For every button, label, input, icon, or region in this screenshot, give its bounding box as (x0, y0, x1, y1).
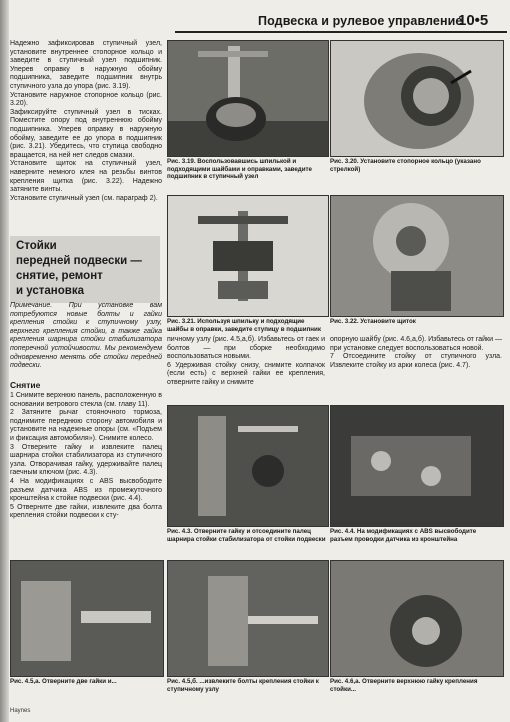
photo-fig-3-19 (167, 40, 329, 157)
photo-fig-4-3 (167, 405, 329, 527)
photo-fig-4-4 (330, 405, 504, 527)
text-column-1-bottom (10, 392, 162, 521)
paragraph: 1 Снимите верхнюю панель, расположенную в основании ветрового стекла (см. главу 11). (10, 392, 162, 408)
caption-fig-4-5a: Рис. 4.5,а. Отверните две гайки и... (10, 678, 117, 685)
caption-fig-4-4: Рис. 4.4. На модификациях с ABS высвободите разъем проводки датчика из кронштейна (330, 528, 477, 543)
text-column-3 (330, 336, 502, 370)
paragraph: пичному узлу (рис. 4.5,а,б). Избавьтесь от гаек и болтов — при сборке необходимо воспользоваться новыми. (167, 336, 325, 361)
hub-circlip-photo (331, 41, 503, 156)
paragraph: опорную шайбу (рис. 4.6,а,б). Избавьтесь от гайки — при установке следует воспользоваться новой. (330, 336, 502, 352)
paragraph: Установите ступичный узел (см. параграф 2). (10, 194, 158, 202)
hub-shield-photo (331, 196, 503, 316)
section-heading-line: Стойки (16, 240, 57, 252)
top-mount-photo (331, 561, 503, 676)
section-heading-line: и установка (16, 285, 84, 297)
abs-connector-photo (331, 406, 503, 526)
strut-nuts-photo (11, 561, 163, 676)
paragraph: 4 На модификациях с ABS высвободите разъем датчика ABS из промежуточного кронштейна к стойке подвески (рис. 4.4). (10, 477, 162, 503)
page-binding-shadow (0, 0, 9, 722)
photo-fig-4-5a (10, 560, 164, 677)
paragraph: 2 Затяните рычаг стояночного тормоза, поднимите переднюю сторону автомобиля и установите на надежные опоры (см. «Подъем и фиксация автомобиля»). Снимите колесо. (10, 409, 162, 442)
paragraph: 5 Отверните две гайки, извлеките два болта крепления стойки подвески к сту- (10, 503, 162, 520)
paragraph: 6 Удерживая стойку снизу, снимите колпачок (если есть) с верхней гайки ее крепления, отверните гайку и снимите (167, 361, 325, 386)
caption-fig-4-3: Рис. 4.3. Отверните гайку и отсоедините палец шарнира стойки стабилизатора от стойки подвески (167, 528, 326, 543)
hub-press-photo (168, 196, 328, 316)
paragraph: Установите щиток на ступичный узел, наверните немного клея на резьбы винтов крепления щитка (рис. 3.22). Надежно затяните винты. (10, 160, 162, 194)
caption-fig-4-6a: Рис. 4.6,а. Отверните верхнюю гайку крепления стойки... (330, 678, 478, 693)
paragraph: 7 Отсоедините стойку от ступичного узла. Извлеките стойку из арки колеса (рис. 4.7). (330, 353, 502, 369)
photo-fig-3-20 (330, 40, 504, 157)
caption-fig-3-20: Рис. 3.20. Установите стопорное кольцо (указано стрелкой) (330, 158, 481, 173)
caption-fig-3-22: Рис. 3.22. Установите щиток (330, 318, 416, 325)
note-paragraph: Примечание. При установке вам потребуются новые болты и гайки крепления стойки к ступичному узлу, верхнего крепления стойки, а также гайка крепления шарнира стойки стабилизатора поперечной устойчивости. Мы рекомендуем одновременно менять обе стойки передней подвески. (10, 302, 162, 370)
bearing-press-photo (168, 41, 328, 156)
photo-fig-3-22 (330, 195, 504, 317)
paragraph: Надежно зафиксировав ступичный узел, установите внутреннее стопорное кольцо и заведите в ступичный узел подшипник. Уперев оправку в наружную обойму подшипника, заведите подшипник внутрь ступичного узла до упора (рис. 3.19). (10, 40, 162, 90)
strut-bolts-photo (168, 561, 328, 676)
paragraph: Зафиксируйте ступичный узел в тисках. Поместите опору под внутреннюю обойму подшипника. Уперев оправку в наружную обойму, заведите ее до упора в подшипник (рис. 3.21). Убедитесь, что ступица свободно вращается, на ней нет следов смазки. (10, 108, 162, 159)
photo-fig-3-21 (167, 195, 329, 317)
stabilizer-link-photo (168, 406, 328, 526)
publisher-mark: Haynes (10, 708, 31, 714)
header-rule (175, 31, 507, 33)
paragraph: 3 Отверните гайку и извлеките палец шарнира стойки стабилизатора из ступичного узла. Отворачивая гайку, удерживайте палец гаечным ключом (рис. 4.3). (10, 443, 162, 477)
page-number: 10•5 (458, 12, 489, 29)
photo-fig-4-6a (330, 560, 504, 677)
text-column-1-top (10, 40, 162, 203)
caption-fig-4-5b: Рис. 4.5,б. ...извлеките болты крепления стойки к ступичному узлу (167, 678, 319, 693)
caption-fig-3-21: Рис. 3.21. Используя шпильку и подходящие шайбы в оправки, заведите ступицу в подшипник (167, 318, 321, 333)
paragraph: Установите наружное стопорное кольцо (рис. 3.20). (10, 91, 162, 108)
subheading-removal: Снятие (10, 380, 41, 390)
text-column-2 (167, 336, 325, 388)
section-heading (10, 236, 160, 303)
caption-fig-3-19: Рис. 3.19. Воспользовавшись шпилькой и подходящими шайбами и оправками, заведите подшипник в ступичный узел (167, 158, 312, 181)
photo-fig-4-5b (167, 560, 329, 677)
section-heading-line: передней подвески — (16, 255, 142, 267)
running-header-title: Подвеска и рулевое управление (258, 14, 463, 28)
section-heading-line: снятие, ремонт (16, 270, 103, 282)
